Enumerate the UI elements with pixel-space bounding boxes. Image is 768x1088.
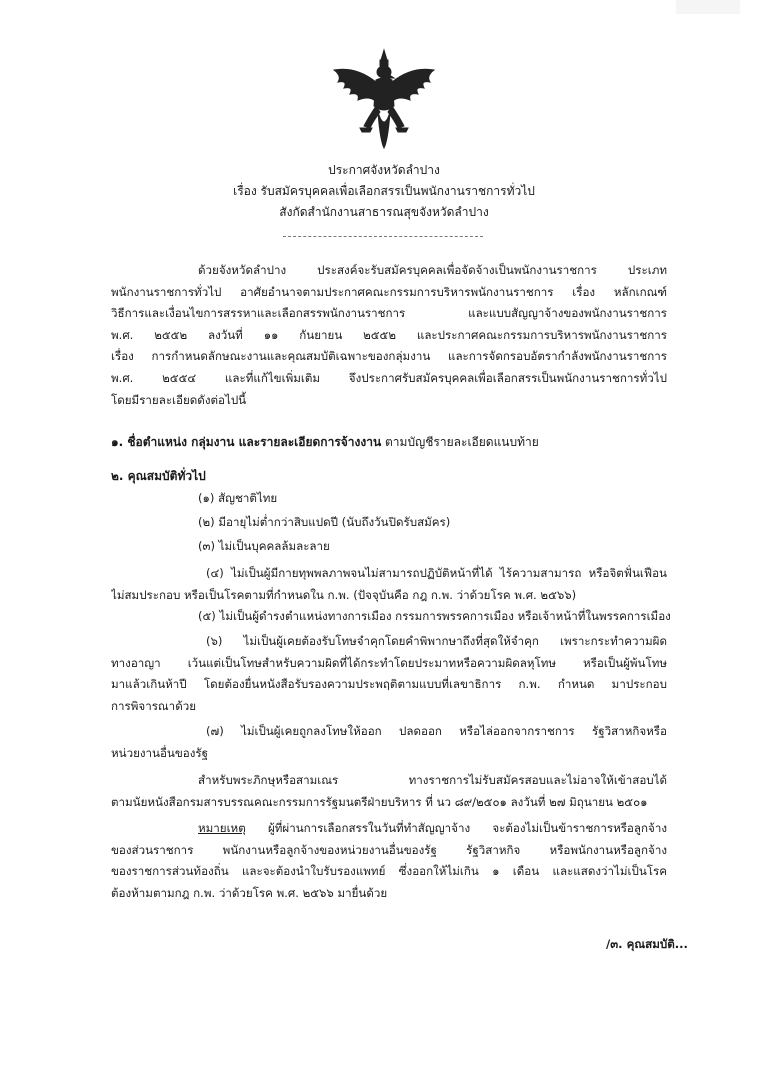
qualification-5: (๕) ไม่เป็นผู้ดำรงตำแหน่งทางการเมือง กรรมการพรรคการเมือง หรือเจ้าหน้าที่ในพรรคการเมือง: [198, 609, 671, 623]
remark-line: ของราชการส่วนท้องถิ่น และจะต้องนำใบรับรองแพทย์ ซึ่งออกให้ไม่เกิน ๑ เดือน และแสดงว่าไม่เป็นโรค: [111, 864, 667, 879]
monks-note: [111, 770, 667, 813]
monks-note-line: สำหรับพระภิกษุหรือสามเณร ทางราชการไม่รับสมัครสอบและไม่อาจให้เข้าสอบได้: [198, 773, 667, 787]
announcement-agency: สังกัดสำนักงานสาธารณสุขจังหวัดลำปาง: [279, 205, 489, 219]
scan-corner-mark: [676, 0, 740, 14]
qualification-7: [111, 721, 667, 764]
qualification-7-line: หน่วยงานอื่นของรัฐ: [111, 745, 209, 760]
section-2-heading: ๒. คุณสมบัติทั่วไป: [111, 469, 206, 483]
intro-line: โดยมีรายละเอียดดังต่อไปนี้: [111, 392, 247, 407]
intro-line: เรื่อง การกำหนดลักษณะงานและคุณสมบัติเฉพาะของกลุ่มงาน และการจัดกรอบอัตรากำลังพนักงานราชการ: [111, 349, 667, 364]
remark-line: ของส่วนราชการ พนักงานหรือลูกจ้างของหน่วยงานอื่นของรัฐ รัฐวิสาหกิจ หรือพนักงานหรือลูกจ้าง: [111, 842, 667, 857]
intro-line: พ.ศ. ๒๕๕๒ ลงวันที่ ๑๑ กันยายน ๒๕๕๒ และประกาศคณะกรรมการบริหารพนักงานราชการ: [111, 327, 667, 342]
announcement-title: ประกาศจังหวัดลำปาง: [328, 163, 440, 177]
section-1-heading: ๑. ชื่อตำแหน่ง กลุ่มงาน และรายละเอียดการจ้างงาน: [111, 435, 382, 449]
section-1-text: ตามบัญชีรายละเอียดแนบท้าย: [381, 435, 539, 449]
continued-marker: /๓. คุณสมบัติ...: [606, 937, 688, 951]
remark-line: [111, 818, 667, 840]
intro-line: วิธีการและเงื่อนไขการสรรหาและเลือกสรรพนักงานราชการ และแบบสัญญาจ้างของพนักงานราชการ: [111, 306, 667, 321]
qualification-1: (๑) สัญชาติไทย: [198, 491, 278, 505]
qualification-4-line: (๔) ไม่เป็นผู้มีกายทุพพลภาพจนไม่สามารถปฏิบัติหน้าที่ได้ ไร้ความสามารถ หรือจิตฟั่นเฟือน: [206, 566, 667, 580]
qualification-7-line: (๗) ไม่เป็นผู้เคยถูกลงโทษให้ออก ปลดออก หรือไล่ออกจากราชการ รัฐวิสาหกิจหรือ: [206, 724, 667, 738]
remark-text: ผู้ที่ผ่านการเลือกสรรในวันที่ทำสัญญาจ้าง จะต้องไม่เป็นข้าราชการหรือลูกจ้าง: [245, 821, 667, 835]
header-divider: [283, 236, 483, 237]
announcement-subject: เรื่อง รับสมัครบุคคลเพื่อเลือกสรรเป็นพนักงานราชการทั่วไป: [233, 184, 535, 198]
intro-line: พ.ศ. ๒๕๕๔ และที่แก้ไขเพิ่มเติม จึงประกาศรับสมัครบุคคลเพื่อเลือกสรรเป็นพนักงานราชการทั่วไป: [111, 370, 667, 385]
qualification-2: (๒) มีอายุไม่ต่ำกว่าสิบแปดปี (นับถึงวันปิดรับสมัคร): [198, 515, 451, 529]
qualification-3: (๓) ไม่เป็นบุคคลล้มละลาย: [198, 539, 330, 553]
intro-paragraph: [111, 260, 667, 411]
qualification-6-line: ทางอาญา เว้นแต่เป็นโทษสำหรับความผิดที่ได้กระทำโดยประมาทหรือความผิดลหุโทษ หรือเป็นผู้พ้นโทษ: [111, 655, 667, 670]
intro-line: ด้วยจังหวัดลำปาง ประสงค์จะรับสมัครบุคคลเพื่อจัดจ้างเป็นพนักงานราชการ ประเภท: [198, 263, 667, 277]
remark-paragraph: [111, 818, 667, 904]
qualification-6-line: การพิจารณาด้วย: [111, 698, 197, 713]
qualification-4: [111, 563, 667, 606]
qualification-6-line: (๖) ไม่เป็นผู้เคยต้องรับโทษจำคุกโดยคำพิพากษาถึงที่สุดให้จำคุก เพราะกระทำความผิด: [206, 634, 667, 648]
qualification-6-line: มาแล้วเกินห้าปี โดยต้องยื่นหนังสือรับรองความประพฤติตามแบบที่เลขาธิการ ก.พ. กำหนด มาประกอบ: [111, 677, 667, 692]
garuda-emblem-icon: [328, 48, 440, 156]
section-1: [111, 432, 539, 452]
remark-line: ต้องห้ามตามกฎ ก.พ. ว่าด้วยโรค พ.ศ. ๒๕๖๖ มายื่นด้วย: [111, 885, 388, 900]
qualification-6: [111, 631, 667, 717]
remark-label: หมายเหตุ: [198, 821, 246, 835]
qualification-4-line: ไม่สมประกอบ หรือเป็นโรคตามที่กำหนดใน ก.พ. (ปัจจุบันคือ กฎ ก.พ. ว่าด้วยโรค พ.ศ. ๒๕๖๖): [111, 587, 577, 602]
monks-note-line: ตามนัยหนังสือกรมสารบรรณคณะกรรมการรัฐมนตรีฝ่ายบริหาร ที่ นว ๘๙/๒๕๐๑ ลงวันที่ ๒๗ มิถุนายน ๒๕๐๑: [111, 794, 648, 809]
intro-line: พนักงานราชการทั่วไป อาศัยอำนาจตามประกาศคณะกรรมการบริหารพนักงานราชการ เรื่อง หลักเกณฑ์: [111, 284, 667, 299]
